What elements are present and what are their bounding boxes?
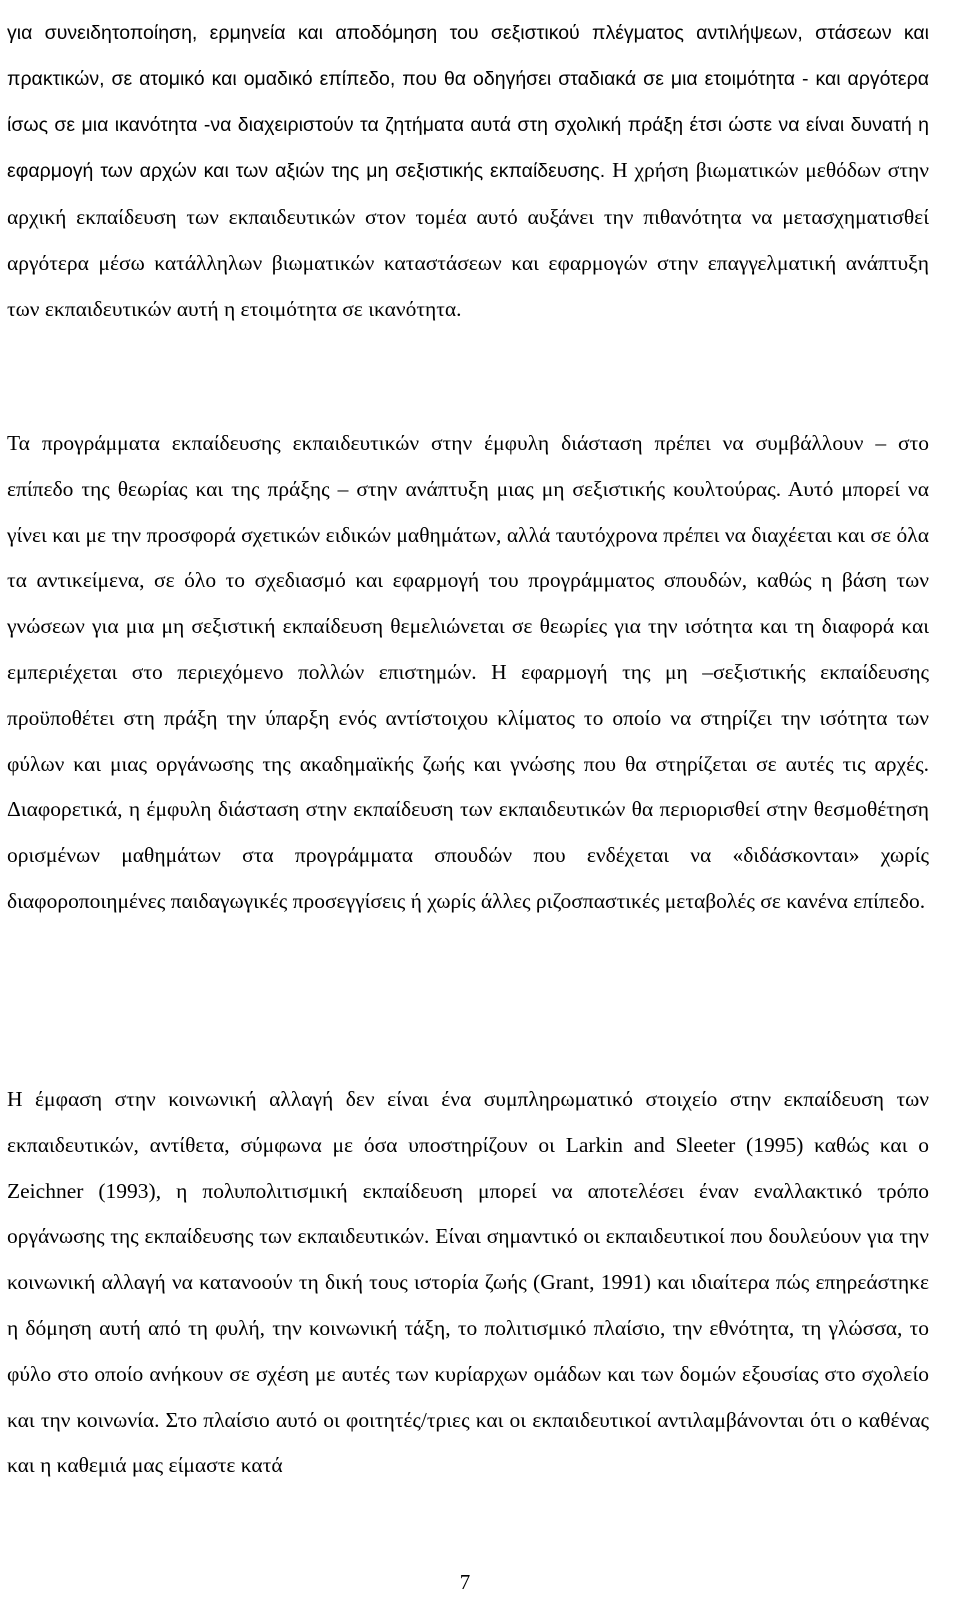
paragraph-1	[7, 11, 929, 333]
paragraph-1-sans-text: για συνειδητοποίηση, ερμηνεία και αποδόμηση του σεξιστικού πλέγματος αντιλήψεων, στάσεων και πρακτικών, σε ατομικό και ομαδικό επίπεδο, που θα οδηγήσει σταδιακά σε μια ετοιμότητα - και αργότερα ίσως σε μια ικανότητα -να διαχειριστούν τα ζητήματα αυτά στη σχολική πράξη έτσι ώστε να είναι δυνατή η εφαρμογή των αρχών και των αξιών της μη σεξιστικής εκπαίδευσης.	[7, 22, 929, 183]
paragraph-3: Η έμφαση στην κοινωνική αλλαγή δεν είναι ένα συμπληρωματικό στοιχείο στην εκπαίδευση των εκπαιδευτικών, αντίθετα, σύμφωνα με όσα υποστηρίζουν οι Larkin and Sleeter (1995) καθώς και ο Zeichner (1993), η πολυπολιτισμική εκπαίδευση μπορεί να αποτελέσει έναν εναλλακτικό τρόπο οργάνωσης της εκπαίδευσης των εκπαιδευτικών. Είναι σημαντικό οι εκπαιδευτικοί που δουλεύουν για την κοινωνική αλλαγή να κατανοούν τη δική τους ιστορία ζωής (Grant, 1991) και ιδιαίτερα πώς επηρεάστηκε η δόμηση αυτή από τη φυλή, την κοινωνική τάξη, το πολιτισμικό πλαίσιο, την εθνότητα, τη γλώσσα, το φύλο στο οποίο ανήκουν σε σχέση με αυτές των κυρίαρχων ομάδων και των δομών εξουσίας στο σχολείο και την κοινωνία. Στο πλαίσιο αυτό οι φοιτητές/τριες και οι εκπαιδευτικοί αντιλαμβάνονται ότι ο καθένας και η καθεμιά μας είμαστε κατά	[7, 1087, 929, 1478]
paragraph-2: Τα προγράμματα εκπαίδευσης εκπαιδευτικών στην έμφυλη διάσταση πρέπει να συμβάλλουν – στο επίπεδο της θεωρίας και της πράξης – στην ανάπτυξη μιας μη σεξιστικής κουλτούρας. Αυτό μπορεί να γίνει και με την προσφορά σχετικών ειδικών μαθημάτων, αλλά ταυτόχρονα πρέπει να διαχέεται και σε όλα τα αντικείμενα, σε όλο το σχεδιασμό και εφαρμογή του προγράμματος σπουδών, καθώς η βάση των γνώσεων για μια μη σεξιστική εκπαίδευση θεμελιώνεται σε θεωρίες για την ισότητα και τη διαφορά και εμπεριέχεται στο περιεχόμενο πολλών επιστημών. Η εφαρμογή της μη –σεξιστικής εκπαίδευσης προϋποθέτει στη πράξη την ύπαρξη ενός αντίστοιχου κλίματος το οποίο να στηρίζει την ισότητα των φύλων και μιας οργάνωσης της ακαδημαϊκής ζωής και γνώσης που θα στηρίζεται σε αυτές τις αρχές. Διαφορετικά, η έμφυλη διάσταση στην εκπαίδευση των εκπαιδευτικών θα περιορισθεί στην θεσμοθέτηση ορισμένων μαθημάτων στα προγράμματα σπουδών που ενδέχεται να «διδάσκονται» χωρίς διαφοροποιημένες παιδαγωγικές προσεγγίσεις ή χωρίς άλλες ριζοσπαστικές μεταβολές σε κανένα επίπεδο.	[7, 431, 929, 913]
page-number: 7	[459, 1570, 471, 1594]
paragraph-1-serif-text: Η χρήση βιωματικών μεθόδων στην αρχική εκπαίδευση των εκπαιδευτικών στον τομέα αυτό αυξάνει την πιθανότητα να μετασχηματισθεί αργότερα μέσω κατάλληλων βιωματικών καταστάσεων και εφαρμογών στην επαγγελματική ανάπτυξη των εκπαιδευτικών αυτή η ετοιμότητα σε ικανότητα.	[7, 158, 929, 321]
